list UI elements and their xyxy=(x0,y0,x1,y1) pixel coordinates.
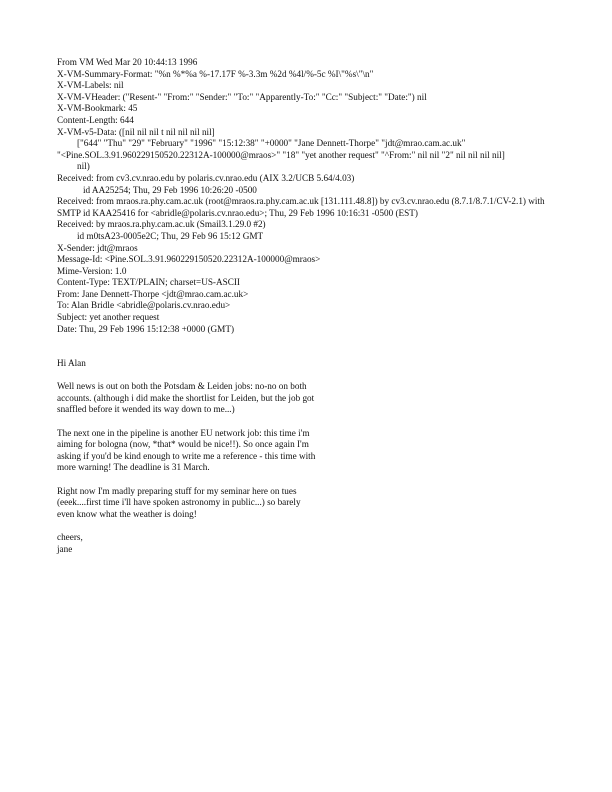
paragraph xyxy=(57,381,377,416)
body-line: snaffled before it wended its way down to me...) xyxy=(57,404,235,415)
body-line: Right now I'm madly preparing stuff for my seminar here on tues xyxy=(57,485,297,496)
received-header: Received: from cv3.cv.nrao.edu by polaris.cv.nrao.edu (AIX 3.2/UCB 5.64/4.03) xyxy=(57,172,355,183)
signature: jane xyxy=(57,543,73,554)
email-headers xyxy=(57,57,557,335)
body-line: accounts. (although i did make the shortlist for Leiden, but the job got xyxy=(57,392,315,403)
received-header: Received: by mraos.ra.phy.cam.ac.uk (Smail3.1.29.0 #2) xyxy=(57,219,266,230)
sender-header: X-Sender: jdt@mraos xyxy=(57,242,138,253)
subject-header: Subject: yet another request xyxy=(57,312,160,323)
v5-data-continuation: nil) xyxy=(77,161,90,172)
summary-format-header: X-VM-Summary-Format: "%n %*%a %-17.17F %-3.3m %2d %4l/%-5c %I\"%s\"\n" xyxy=(57,68,374,79)
paragraph xyxy=(57,428,377,474)
date-header: Date: Thu, 29 Feb 1996 15:12:38 +0000 (GMT) xyxy=(57,323,235,334)
received-header: Received: from mraos.ra.phy.cam.ac.uk (root@mraos.ra.phy.cam.ac.uk [131.111.48.8]) by cv3.cv.nrao.edu (8.7.1/8.7.1/CV-2.1) with SMTP id KAA25416 for <abridle@polaris.cv.nrao.edu>; Thu, 29 Feb 1996 10:16:31 -0500 (EST) xyxy=(57,196,545,218)
body-line: The next one in the pipeline is another EU network job: this time i'm xyxy=(57,427,310,438)
message-id-header: Message-Id: <Pine.SOL.3.91.960229150520.22312A-100000@mraos> xyxy=(57,254,321,265)
body-line: (eeek....first time i'll have spoken astronomy in public...) so barely xyxy=(57,497,301,508)
body-line: aiming for bologna (now, *that* would be nice!!). So once again I'm xyxy=(57,439,309,450)
content-length-header: Content-Length: 644 xyxy=(57,114,134,125)
to-header: To: Alan Bridle <abridle@polaris.cv.nrao.edu> xyxy=(57,300,231,311)
body-line: Well news is out on both the Potsdam & Leiden jobs: no-no on both xyxy=(57,381,307,392)
v5-data-continuation: ["644" "Thu" "29" "February" "1996" "15:12:38" "+0000" "Jane Dennett-Thorpe" "jdt@mrao.cam.ac.uk" xyxy=(77,138,466,149)
v5-data-continuation: "<Pine.SOL.3.91.960229150520.22312A-100000@mraos>" "18" "yet another request" "^From:" nil nil "2" nil nil nil nil] xyxy=(57,149,505,160)
body-line: even know what the weather is doing! xyxy=(57,508,197,519)
received-continuation: id m0tsA23-0005e2C; Thu, 29 Feb 96 15:12 GMT xyxy=(77,230,264,241)
closing: cheers, xyxy=(57,531,83,542)
paragraph xyxy=(57,486,377,521)
content-type-header: Content-Type: TEXT/PLAIN; charset=US-ASCII xyxy=(57,277,240,288)
body-line: more warning! The deadline is 31 March. xyxy=(57,462,210,473)
mime-version-header: Mime-Version: 1.0 xyxy=(57,265,127,276)
body-line: asking if you'd be kind enough to write me a reference - this time with xyxy=(57,450,316,461)
received-continuation: id AA25254; Thu, 29 Feb 1996 10:26:20 -0500 xyxy=(83,184,257,195)
greeting: Hi Alan xyxy=(57,358,86,368)
v5-data-header: X-VM-v5-Data: ([nil nil nil t nil nil nil nil] xyxy=(57,126,215,137)
from-envelope-line: From VM Wed Mar 20 10:44:13 1996 xyxy=(57,57,198,67)
bookmark-header: X-VM-Bookmark: 45 xyxy=(57,103,138,114)
labels-header: X-VM-Labels: nil xyxy=(57,80,124,91)
vheader-header: X-VM-VHeader: ("Resent-" "From:" "Sender:" "To:" "Apparently-To:" "Cc:" "Subject:" "Date:") nil xyxy=(57,91,427,102)
email-body xyxy=(57,358,377,555)
from-header: From: Jane Dennett-Thorpe <jdt@mrao.cam.ac.uk> xyxy=(57,288,249,299)
